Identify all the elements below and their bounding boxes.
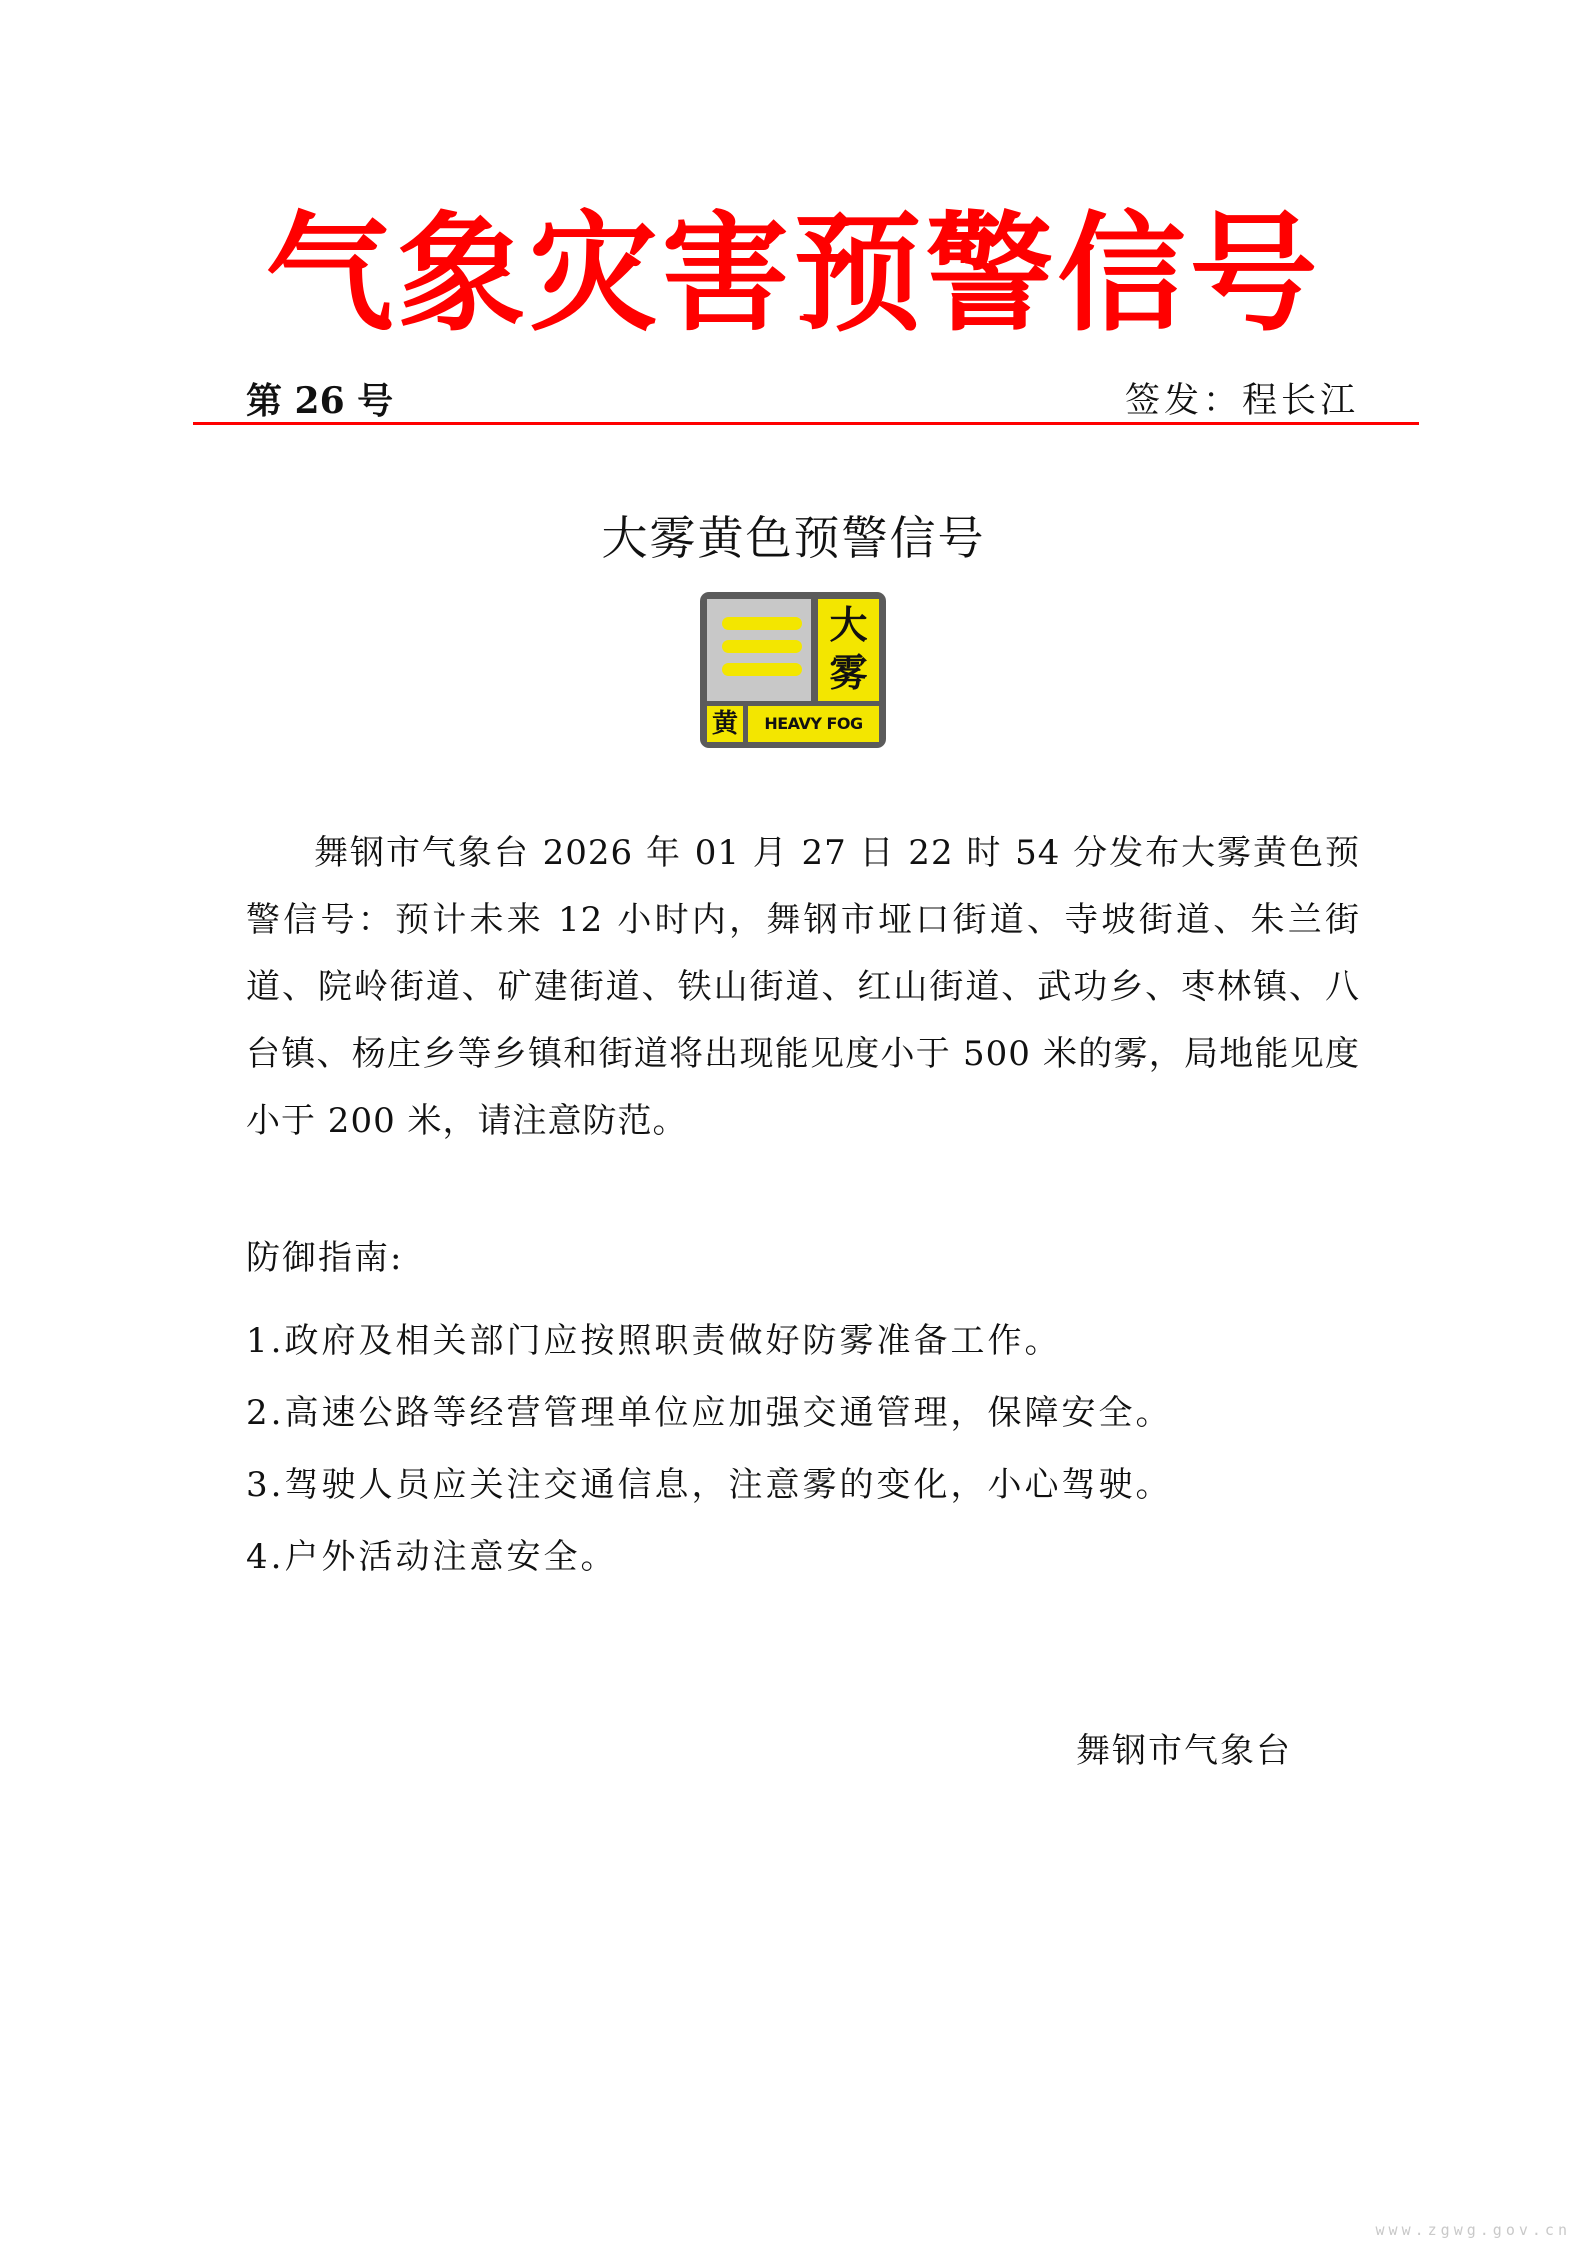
guide-item: 2.高速公路等经营管理单位应加强交通管理，保障安全。 — [246, 1393, 1173, 1433]
signal-bar — [722, 617, 802, 630]
signal-level-label: 黄 — [707, 706, 743, 742]
signer: 签发：程长江 — [1124, 381, 1359, 421]
watermark: www.zgwg.gov.cn — [1375, 2221, 1571, 2239]
issuer-sign-off: 舞钢市气象台 — [1076, 1731, 1292, 1771]
heavy-fog-yellow-signal-icon — [700, 592, 886, 748]
guide-item: 4.户外活动注意安全。 — [246, 1537, 618, 1577]
red-divider — [193, 422, 1419, 425]
masthead-title: 气象灾害预警信号 — [265, 200, 1322, 349]
warning-title: 大雾黄色预警信号 — [601, 511, 986, 565]
signal-english-label: HEAVY FOG — [748, 706, 879, 742]
signal-char-top: 大 — [829, 603, 868, 647]
defense-guide-heading: 防御指南: — [246, 1238, 404, 1278]
signal-char-bottom: 雾 — [829, 651, 868, 695]
guide-item: 1.政府及相关部门应按照职责做好防雾准备工作。 — [246, 1321, 1062, 1361]
guide-item: 3.驾驶人员应关注交通信息，注意雾的变化，小心驾驶。 — [246, 1465, 1173, 1505]
document-number: 第 26 号 — [246, 380, 394, 422]
warning-body: 舞钢市气象台 2026 年 01 月 27 日 22 时 54 分发布大雾黄色预警信号：预计未来 12 小时内，舞钢市垭口街道、寺坡街道、朱兰街道、院岭街道、矿建街道、铁山街道、红山街道、武功乡、枣林镇、八台镇、杨庄乡等乡镇和街道将出现能见度小于 500 米的雾，局地能见度小于 200 米，请注意防范。 — [246, 833, 1360, 1141]
signal-bar — [722, 663, 802, 676]
signal-bar — [722, 640, 802, 653]
defense-guide-list — [246, 1305, 1366, 1593]
